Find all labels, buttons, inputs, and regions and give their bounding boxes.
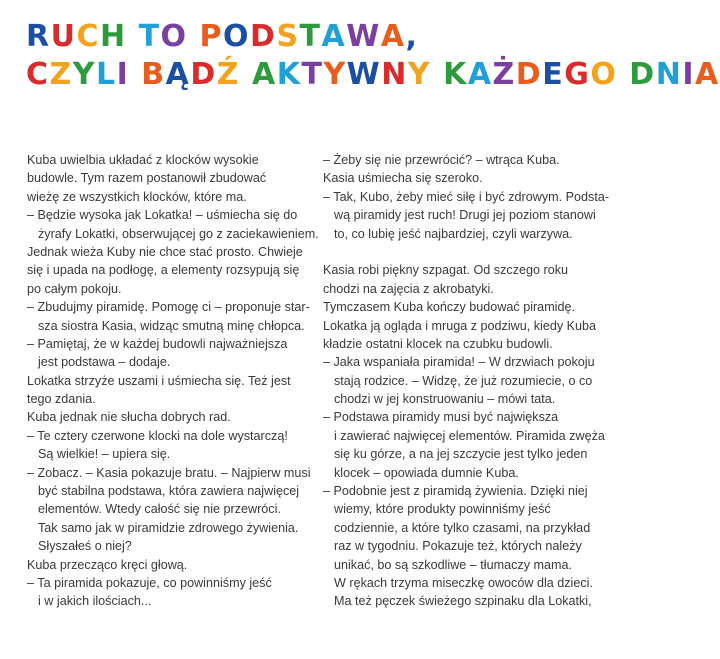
text-line: Jednak wieża Kuby nie chce stać prosto. Chwieje (27, 244, 303, 259)
text-line: się ku górze, a na jej szczycie jest tylko jeden (334, 447, 588, 462)
text-line: – Podobnie jest z piramidą żywienia. Dzięki niej (323, 484, 588, 499)
text-line: – Zobacz. – Kasia pokazuje bratu. – Najpierw musi (27, 465, 311, 480)
text-line: to, co lubię jeść najbardziej, czyli warzywa. (334, 226, 573, 241)
text-line: Słyszałeś o niej? (38, 539, 132, 554)
text-line (323, 243, 623, 261)
text-line: Kuba przecząco kręci głową. (27, 557, 188, 572)
page-title (26, 18, 720, 94)
text-line: sza siostra Kasia, widząc smutną minę chłopca. (38, 318, 305, 333)
text-line: – Pamiętaj, że w każdej budowli najważniejsza (27, 336, 288, 351)
text-line: raz w tygodniu. Pokazuje też, których należy (334, 539, 582, 554)
title-line-1: RUCH TO PODSTAWA, (26, 19, 419, 54)
text-line: po całym pokoju. (27, 281, 122, 296)
text-line: Kuba uwielbia układać z klocków wysokie (27, 153, 259, 167)
text-line: Ma też pęczek świeżego szpinaku dla Lokatki, (334, 594, 592, 609)
text-line: Kasia robi piękny szpagat. Od szczego roku (323, 263, 569, 278)
text-line: Tak samo jak w piramidzie zdrowego żywienia. (38, 520, 299, 535)
text-line: Kuba jednak nie słucha dobrych rad. (27, 410, 231, 425)
text-line: elementów. Wtedy całość się nie przewróci. (38, 502, 281, 517)
text-line: unikać, bo są szkodliwe – tłumaczy mama. (334, 557, 572, 572)
text-line: chodzi na zajęcia z akrobatyki. (323, 281, 494, 296)
text-line: chodzi w jej konstruowaniu – mówi tata. (334, 392, 556, 407)
text-line: Lokatka ją ogląda i mruga z podziwu, kiedy Kuba (323, 318, 597, 333)
text-line: kładzie ostatni klocek na czubku budowli. (323, 336, 553, 351)
text-line: stają rodzice. – Widzę, że już rozumiecie, o co (334, 373, 593, 388)
text-line: się i upada na podłogę, a elementy rozsypują się (27, 263, 300, 278)
text-line: wiemy, które produkty powinniśmy jeść (334, 502, 551, 517)
text-line: – Jaka wspaniała piramida! – W drzwiach pokoju (323, 355, 595, 370)
text-line: Lokatka strzyże uszami i uśmiecha się. Też jest (27, 373, 291, 388)
left-text-column (27, 151, 319, 611)
text-line: wą piramidy jest ruch! Drugi jej poziom stanowi (334, 208, 596, 223)
text-line: i w jakich ilościach... (38, 594, 152, 609)
text-line: – Żeby się nie przewrócić? – wtrąca Kuba. (323, 153, 560, 167)
text-line: codziennie, a które tylko czasami, na przykład (334, 520, 591, 535)
text-line: i zawierać najwięcej elementów. Piramida zwęża (334, 428, 605, 443)
text-line: Są wielkie! – upiera się. (38, 447, 171, 462)
text-line: być stabilna podstawa, która zawiera najwięcej (38, 484, 300, 499)
text-line: Kasia uśmiecha się szeroko. (323, 171, 483, 186)
text-line: klocek – opowiada dumnie Kuba. (334, 465, 519, 480)
text-line: W rękach trzyma miseczkę owoców dla dzieci. (334, 575, 593, 590)
text-line: tego zdania. (27, 392, 96, 407)
text-line: Tymczasem Kuba kończy budować piramidę. (323, 300, 575, 315)
text-line: – Te cztery czerwone klocki na dole wystarczą! (27, 428, 288, 443)
text-line: – Tak, Kubo, żeby mieć siłę i być zdrowym. Podsta- (323, 189, 610, 204)
text-line: wieżę ze wszystkich klocków, które ma. (27, 189, 247, 204)
text-line: – Ta piramida pokazuje, co powinniśmy jeść (27, 575, 272, 590)
text-line: budowle. Tym razem postanowił zbudować (27, 171, 267, 186)
text-line: – Podstawa piramidy musi być największa (323, 410, 559, 425)
text-line: – Będzie wysoka jak Lokatka! – uśmiecha się do (27, 208, 298, 223)
text-line: żyrafy Lokatki, obserwującej go z zaciekawieniem. (38, 226, 319, 241)
text-line: – Zbudujmy piramidę. Pomogę ci – proponuje star- (27, 300, 310, 315)
text-line: jest podstawa – dodaje. (38, 355, 171, 370)
right-text-column (323, 151, 623, 611)
title-line-2: CZYLI BĄDŹ AKTYWNY KAŻDEGO DNIA (26, 57, 720, 92)
